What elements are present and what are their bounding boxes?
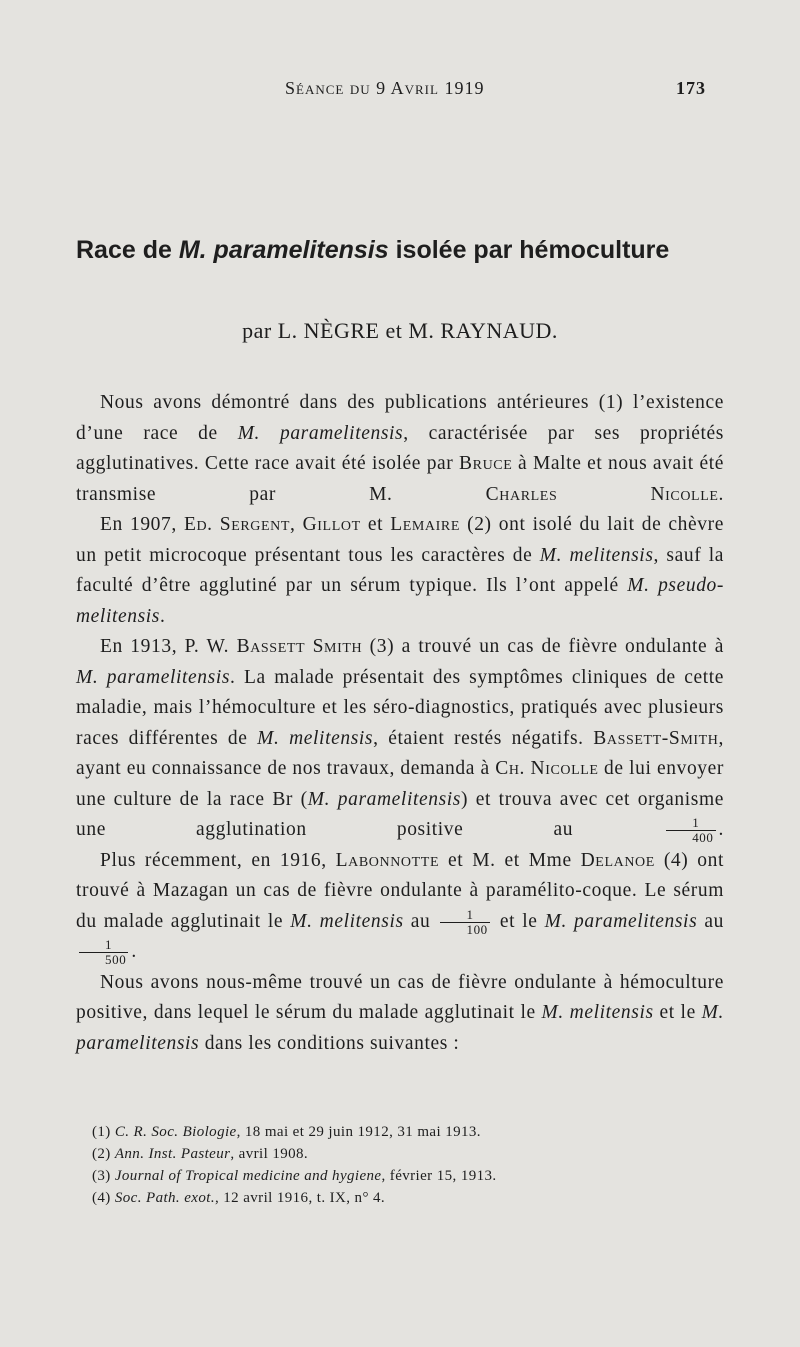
fraction-numerator: 1 <box>440 908 489 923</box>
text-run: au <box>403 910 438 932</box>
title-species: M. paramelitensis <box>178 236 389 264</box>
author-name: Ed. Sergent <box>183 514 291 535</box>
footnote-source: Ann. Inst. Pasteur <box>114 1146 231 1162</box>
text-run: de lui envoyer une culture de la race Br ( <box>76 758 724 810</box>
footnote-detail: , février 15, 1913. <box>381 1168 497 1184</box>
title-part: isolée par hémoculture <box>388 236 670 264</box>
footnote-source: C. R. Soc. Biologie <box>114 1124 237 1140</box>
author-name: Delanoe <box>580 849 655 871</box>
fraction <box>666 816 715 845</box>
text-run: (3) a trouvé un cas de fièvre ondulante à <box>362 636 725 657</box>
running-head <box>0 74 800 104</box>
title-part: Race de <box>76 236 179 264</box>
text-run: . <box>718 483 724 505</box>
author-name: Ch. Nicolle <box>495 758 599 779</box>
text-run: et <box>360 514 391 535</box>
running-head-title: Séance du 9 Avril 1919 <box>285 78 485 98</box>
footnote <box>92 1187 712 1209</box>
footnote-source: Soc. Path. exot. <box>114 1190 215 1206</box>
footnote <box>92 1143 712 1165</box>
author-name: Bassett Smith <box>236 636 363 657</box>
fraction-denominator: 400 <box>692 830 714 846</box>
text-run: et le <box>653 1002 702 1023</box>
text-run: En 1907, <box>100 514 184 535</box>
footnote-marker: (3) <box>92 1168 115 1184</box>
species-name: M. melitensis <box>541 1002 654 1023</box>
species-name: M. paramelitensis <box>76 1002 724 1054</box>
species-name: M. paramelitensis <box>307 788 461 810</box>
text-run: Plus récemment, en 1916, <box>100 849 336 871</box>
author-name: Bruce <box>459 453 513 474</box>
text-run: au <box>697 910 724 932</box>
species-name: M. melitensis <box>257 727 374 749</box>
footnote-marker: (4) <box>92 1190 115 1206</box>
footnote-marker: (2) <box>92 1146 115 1162</box>
text-run: (2) ont isolé du lait de chèvre un petit microcoque présentant tous les caractères de <box>76 514 724 566</box>
footnote-source: Journal of Tropical medicine and hygiene <box>114 1168 382 1184</box>
article-body <box>76 388 724 1059</box>
author-name: Gillot <box>302 514 361 535</box>
species-name: M. pseudo-melitensis <box>76 575 725 627</box>
paragraph-5 <box>76 968 724 1060</box>
author-name: Labonnotte <box>335 849 440 871</box>
text-run: En 1913, P. W. <box>100 636 237 657</box>
text-run: (4) ont trouvé à Mazagan un cas de fièvre ondulante à paramélito-coque. Le sérum du malade agglutinait le <box>76 849 724 932</box>
footnote-detail: , 18 mai et 29 juin 1912, 31 mai 1913. <box>236 1124 481 1140</box>
paragraph-4 <box>76 846 724 968</box>
author-name: Bassett-Smith <box>593 727 719 749</box>
text-run: . <box>160 605 166 627</box>
species-name: M. paramelitensis <box>76 666 231 688</box>
species-name: M. melitensis <box>539 544 654 566</box>
species-name: M. paramelitensis <box>544 910 698 932</box>
text-run: . <box>131 941 137 962</box>
footnote-marker: (1) <box>92 1124 115 1140</box>
paragraph-2 <box>76 510 724 632</box>
species-name: M. paramelitensis <box>237 422 404 444</box>
text-run: , sauf la faculté d’être agglutiné par un sérum typique. Ils l’ont appelé <box>76 544 724 596</box>
footnote-detail: , 12 avril 1916, t. IX, n° 4. <box>214 1190 386 1206</box>
text-run: , <box>290 514 303 535</box>
footnote <box>92 1165 712 1187</box>
article-title <box>76 236 736 265</box>
text-run: Nous avons nous-même trouvé un cas de fièvre ondulante à hémoculture positive, dans lequel le sérum du malade agglutinait le <box>76 971 724 1023</box>
text-run: et le <box>492 910 545 932</box>
text-run: dans les conditions suivantes : <box>199 1032 460 1054</box>
species-name: M. melitensis <box>290 910 404 932</box>
author-name: Charles Nicolle <box>485 483 719 505</box>
text-run: . <box>718 819 724 840</box>
footnote-detail: , avril 1908. <box>230 1146 309 1162</box>
fraction-denominator: 100 <box>466 921 488 937</box>
fraction-numerator: 1 <box>79 938 128 953</box>
paragraph-3 <box>76 632 724 846</box>
text-run: ) et trouva avec cet organisme une agglutination positive au <box>76 788 724 840</box>
text-run: , ayant eu connaissance de nos travaux, demanda à <box>76 727 724 779</box>
footnote <box>92 1121 712 1143</box>
text-run: Nous avons démontré dans des publications antérieures (1) l’existence d’une race de <box>76 392 724 444</box>
text-run: , caractérisée par ses propriétés agglutinatives. Cette race avait été isolée par <box>76 422 724 474</box>
fraction <box>440 908 489 937</box>
page-number: 173 <box>676 78 706 98</box>
text-run: et M. et Mme <box>439 849 581 871</box>
author-name: Lemaire <box>390 514 460 535</box>
fraction <box>79 938 128 967</box>
text-run: . La malade présentait des symptômes cliniques de cette maladie, mais l’hémoculture et les séro-diagnostics, pratiqués avec plusieurs races différentes de <box>76 666 724 749</box>
fraction-numerator: 1 <box>666 816 715 831</box>
paragraph-1 <box>76 388 724 510</box>
text-run: , étaient restés négatifs. <box>373 727 594 749</box>
text-run: à Malte et nous avait été transmise par M. <box>76 453 724 505</box>
fraction-denominator: 500 <box>105 952 127 968</box>
byline: par L. NÈGRE et M. RAYNAUD. <box>242 318 558 343</box>
footnotes <box>92 1121 712 1209</box>
